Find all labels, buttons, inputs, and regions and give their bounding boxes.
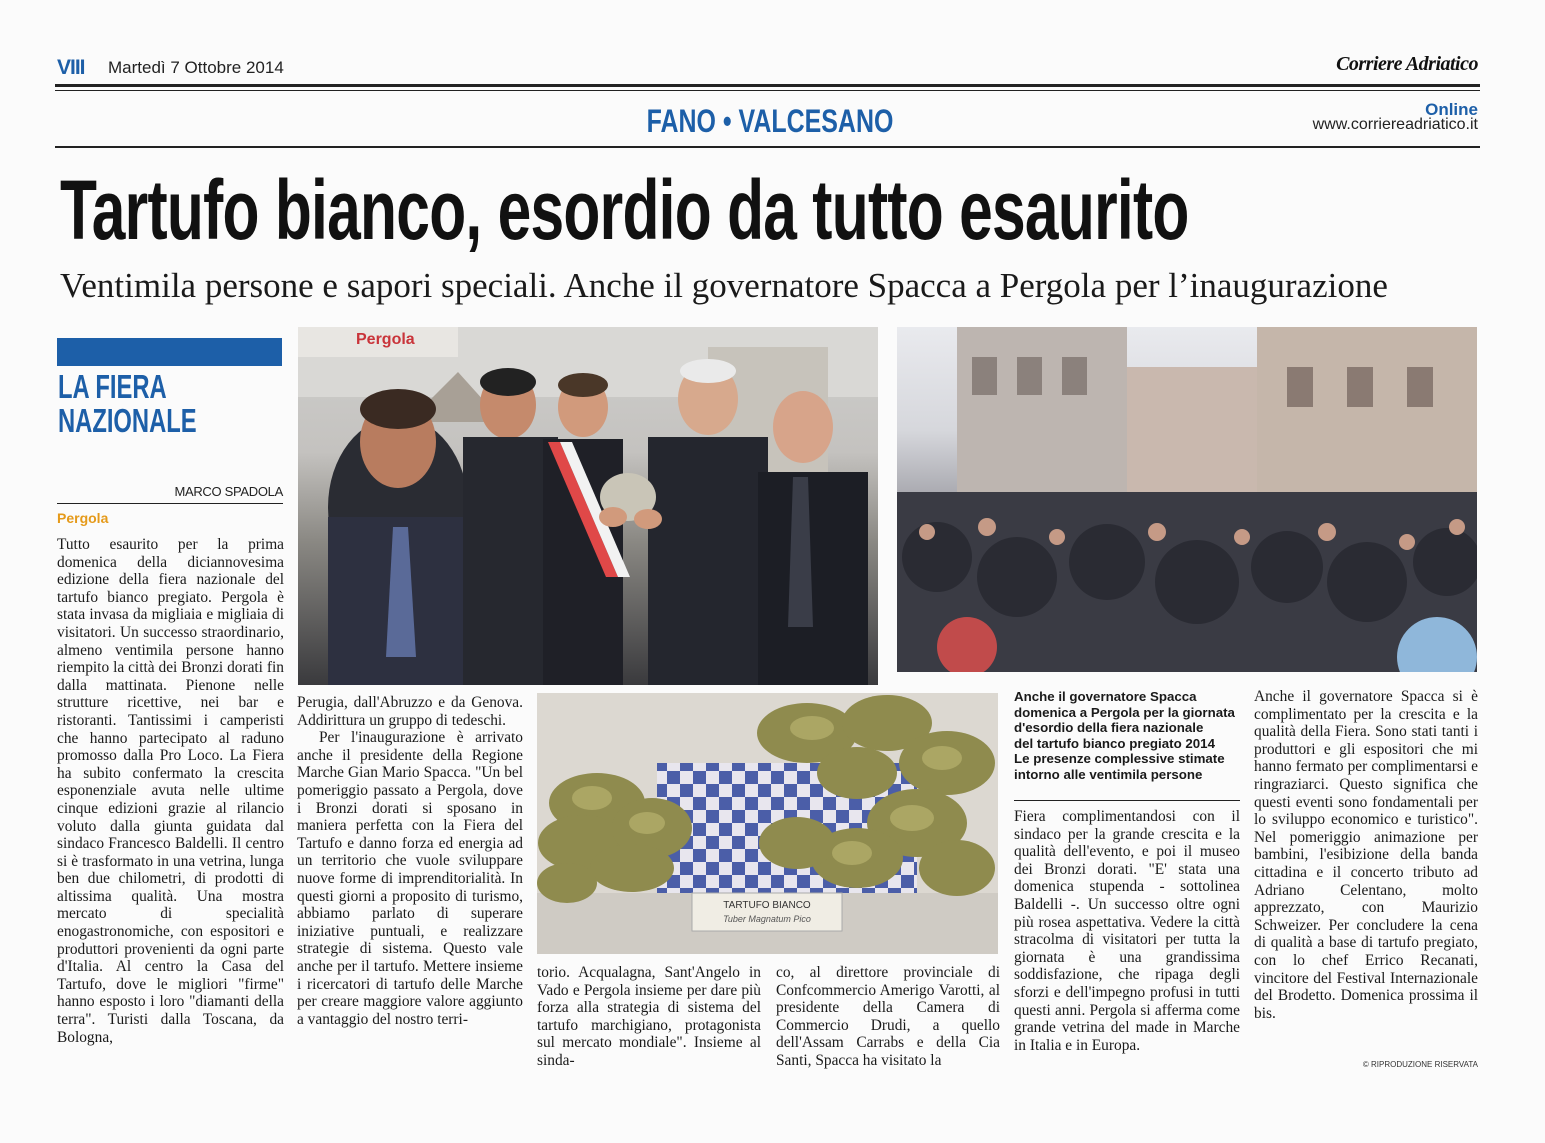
article-column-6 <box>1254 688 1478 1052</box>
caption-line: Le presenze complessive stimate <box>1014 751 1225 767</box>
article-paragraph: co, al direttore provinciale di Confcommercio Amerigo Varotti, al presidente della Camera di Commercio Drudi, a quello dell'Assam Carrabs e della Cia Santi, Spacca ha visitato la <box>776 964 1000 1069</box>
masthead: Corriere Adriatico <box>1336 53 1478 75</box>
truffles-photo <box>537 693 998 954</box>
section-fano: FANO <box>646 103 716 139</box>
subheadline: Ventimila persone e sapori speciali. Anche il governatore Spacca a Pergola per l’inaugurazione <box>60 266 1388 305</box>
rights-notice: © RIPRODUZIONE RISERVATA <box>1362 1060 1478 1069</box>
section-bullet: • <box>722 103 739 139</box>
truffles-photo-art <box>537 693 998 954</box>
photo-caption <box>1014 689 1239 783</box>
article-paragraph: Anche il governatore Spacca si è complimentato per la crescita e la qualità della Fiera. Sono stati tanti i produttori e gli espositori che mi hanno fermato per complimentarsi e ringraziarci. Questo significa che questi eventi sono fondamentali per lo sviluppo economico e turistico". Nel pomeriggio animazione per bambini, l'esibizione della banda cittadina e il concerto tributo ad Adriano Celentano, molto apprezzato, con Maurizio Schweizer. Per concludere la cena di qualità a base di tartufo pregiato, con lo chef Errico Recanati, vincitore del Festival Internazionale del Brodetto. Domenica prossima il bis. <box>1254 688 1478 1022</box>
page-number: VIII <box>57 56 85 79</box>
crowd-photo <box>897 327 1477 672</box>
truffle-label-line2: Tuber Magnatum Pico <box>723 914 811 924</box>
headline: Tartufo bianco, esordio da tutto esaurito <box>60 163 1189 257</box>
kicker-title <box>58 370 288 438</box>
caption-rule <box>1014 800 1240 801</box>
header-rule-top <box>55 84 1480 87</box>
section-valcesano: VALCESANO <box>738 103 894 139</box>
caption-line: d'esordio della fiera nazionale <box>1014 720 1204 736</box>
kicker-bar <box>57 338 282 366</box>
website-link[interactable]: www.corriereadriatico.it <box>1312 116 1478 133</box>
article-paragraph: Per l'inaugurazione è arrivato anche il presidente della Regione Marche Gian Mario Spacca. "Un bel pomeriggio passato a Pergola, dove i Bronzi dorati si sposano in maniera perfetta con la Fiera del Tartufo e danno forza ed energia ad un territorio che vuole sviluppare nuove forme di imprenditorialità. In questi giorni a proposito di turismo, abbiamo parlato di superare iniziative puntuali, e realizzare strategie di sistema. Questo vale anche per il tartufo. Mettere insieme i ricercatori di tartufo delle Marche per creare maggiore valore aggiunto a vantaggio del nostro terri- <box>297 729 523 1028</box>
caption-line: del tartufo bianco pregiato 2014 <box>1014 735 1215 751</box>
inauguration-photo <box>298 327 878 685</box>
article-paragraph: Tutto esaurito per la prima domenica della diciannovesima edizione della fiera nazionale del tartufo bianco pregiato. Pergola è stata invasa da migliaia e migliaia di visitatori. Un successo straordinario, almeno ventimila persone hanno riempito la città dei Bronzi dorati fin dalla mattinata. Pienone nelle strutture ricettive, nei bar e ristoranti. Tantissimi i camperisti che hanno partecipato al raduno promosso dalla Pro Loco. La Fiera ha subito confermato la crescita esponenziale avuta nelle ultime cinque edizioni grazie al rilancio voluto dalla giunta guidata dal sindaco Francesco Baldelli. Il centro si è trasformato in una vetrina, lunga ben due chilometri, di prodotti di altissima qualità. Una mostra mercato di specialità enogastronomiche, con espositori e produttori provenienti da ogni parte d'Italia. Al centro la Casa del Tartufo, dove le migliori "firme" hanno esposto i loro "diamanti della terra". Turisti dalla Toscana, da Bologna, <box>57 536 284 1046</box>
truffle-label-line1: TARTUFO BIANCO <box>723 900 811 911</box>
article-column-2 <box>297 694 523 1076</box>
article-paragraph: torio. Acqualagna, Sant'Angelo in Vado e Pergola insieme per dare più forza alla strategia di sistema del tartufo marchigiano, protagonista sul mercato mondiale". Insieme al sinda- <box>537 964 761 1069</box>
article-column-4 <box>776 964 1000 1076</box>
article-column-1 <box>57 536 284 1082</box>
article-paragraph: Perugia, dall'Abruzzo e da Genova. Addirittura un gruppo di tedeschi. <box>297 694 523 729</box>
byline-rule <box>57 503 283 504</box>
caption-line: Anche il governatore Spacca <box>1014 689 1197 704</box>
issue-date: Martedì 7 Ottobre 2014 <box>108 58 284 77</box>
kicker-line-1: LA FIERA <box>58 368 167 405</box>
caption-line: intorno alle ventimila persone <box>1014 766 1203 782</box>
byline: MARCO SPADOLA <box>174 484 283 499</box>
article-column-3 <box>537 964 761 1076</box>
online-label: Online <box>1425 100 1478 119</box>
kicker-line-2: NAZIONALE <box>58 402 197 439</box>
caption-line: domenica a Pergola per la giornata <box>1014 704 1235 720</box>
article-column-5 <box>1014 808 1240 1076</box>
inauguration-photo-art <box>298 327 878 685</box>
dateline: Pergola <box>57 510 109 526</box>
section-rule <box>55 146 1480 148</box>
crowd-photo-art <box>897 327 1477 672</box>
header-rule-thin <box>55 90 1480 91</box>
photo-banner-pergola: Pergola <box>356 331 415 348</box>
article-paragraph: Fiera complimentandosi con il sindaco per la grande crescita e la qualità dell'evento, e poi il museo dei Bronzi dorati. "E' stata una domenica stupenda - sottolinea Baldelli -. Un successo oltre ogni più rosea aspettativa. Vedere la città stracolma di visitatori per tutta la giornata è una grandissima soddisfazione, che ripaga degli sforzi e dell'impegno profusi in tutti questi anni. Pergola si afferma come grande vetrina del made in Marche in Italia e in Europa. <box>1014 808 1240 1054</box>
section-title <box>637 103 902 140</box>
